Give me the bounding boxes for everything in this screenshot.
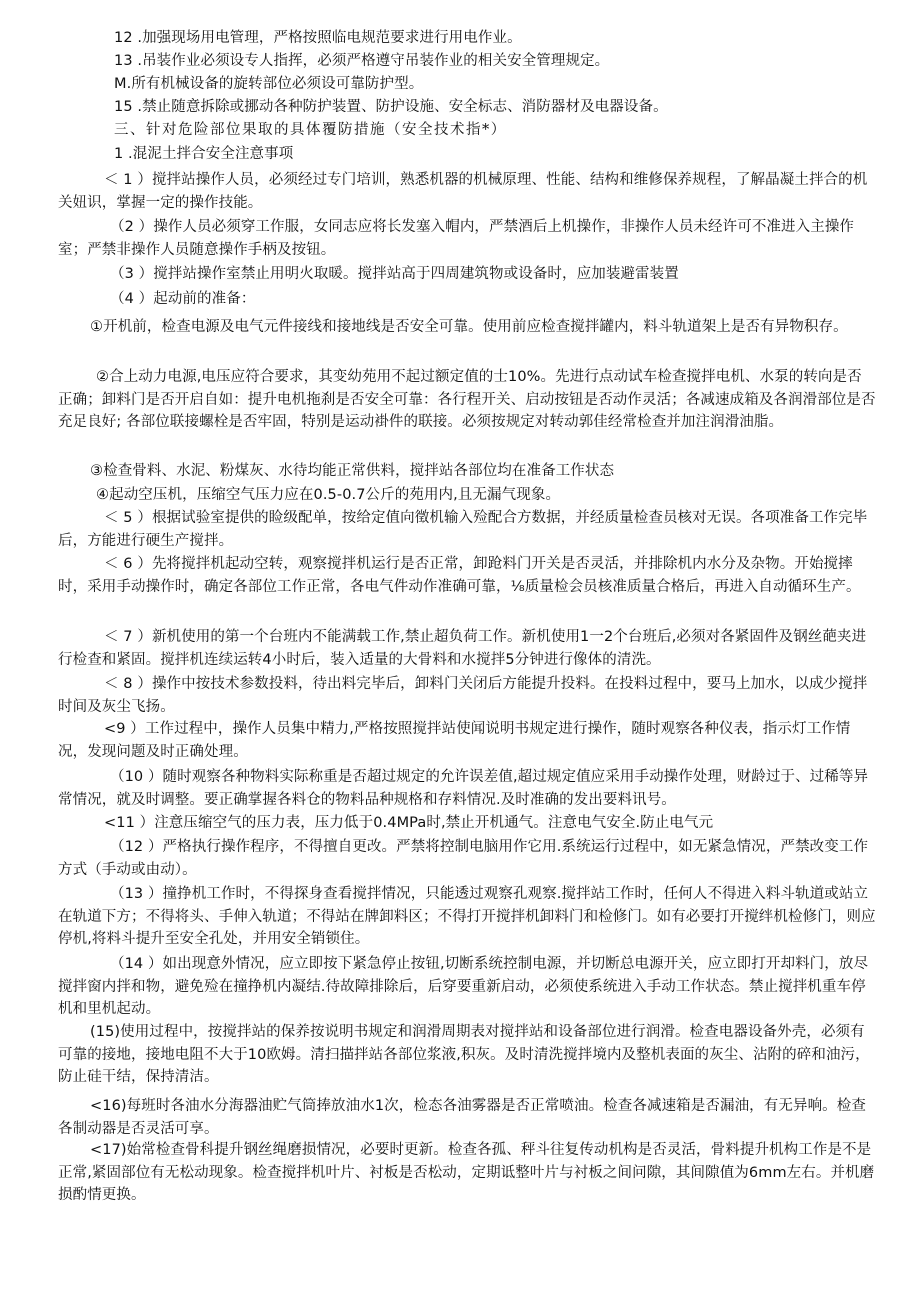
section-heading-3: 三、针对危险部位果取的具体覆防措施（安全技术指*） [114,122,507,138]
clause-16: <16)每班时各油水分海器油贮气筒捧放油水1次，检态各油雾器是否正常喷油。检查各减速箱是否漏油，有无异响。检查各制动器是否灵活可享。 [58,1098,866,1137]
clause-4: （4 ）起动前的准备： [110,291,256,307]
clause-1: ＜ 1 ）搅拌站操作人员，必须经过专门培训，熟悉机器的机械原理、性能、结构和维修保养规程，了解晶凝土拌合的机关妞识，掌握一定的操作技能。 [58,172,868,211]
clause-17: <17)始常检查骨科提升钢丝绳磨损情况，必要时更新。检查各孤、秤斗往复传动机构是否灵活，骨料提升机构工作是不是正常,紧固部位有无松动现象。检查搅拌机叶片、衬板是否松动，定期诋整叶片与衬板之间问隙，其间隙值为6mm左右。并机磨损酌情更换。 [58,1142,875,1203]
subsection-heading-1: 1 .混泥土拌合安全注意事项 [114,146,294,162]
paragraph-item-13: 13 .吊装作业必须设专人指挥，必须严格遵守吊装作业的相关安全管理规定。 [114,53,610,69]
clause-13: （13 ）撞挣机工作时，不得探身查看搅拌情况，只能透过观察孔观察.搅拌站工作时，任何人不得进入料斗轨道或站立在轨道下方；不得将头、手伸入轨道；不得站在牌卸料区；不得打开搅拌机卸料门和检修门。如有必要打开搅绊机检修门，则应停机,将料斗提升至安全孔处，并用安全销锁住。 [58,886,876,947]
clause-3: （3 ）搅拌站操作室禁止用明火取暖。搅拌站高于四周建筑物或设备时，应加装避雷装置 [110,266,679,282]
paragraph-item-14: M.所有机械设备的旋转部位必须设可靠防护型。 [114,76,424,92]
clause-11: <11 ）注意压缩空气的压力表，压力低于0.4MPa时,禁止开机通气。注意电气安全.防止电气元 [104,815,714,831]
clause-7: ＜ 7 ）新机使用的第一个台班内不能满载工作,禁止超负荷工作。新机使用1一2个台班后,必须对各紧固件及钢丝葩夹进行检查和紧固。搅拌机连续运转4小时后，装入适量的大骨料和水搅拌5分钟进行像体的清洗。 [58,629,867,668]
clause-6: ＜ 6 ）先将搅拌机起动空转，观察搅拌机运行是否正常，卸跄料门开关是否灵活，并排除机内水分及杂物。开始搅摔时，采用手动操作时，确定各部位工作正常，各电气件动作准确可靠，⅛质量检会员核准质量合格后，再进入自动循环生产。 [58,556,861,595]
clause-8: ＜ 8 ）操作中按技术参数投料，待出料完毕后，卸料门关闭后方能提升投料。在投料过程中，要马上加水，以成少搅拌时间及灰尘飞扬。 [58,676,868,715]
sub-item-2: ②合上动力电源,电压应符合要求，其变幼苑用不起过额定值的士10%。先进行点动试车检查搅拌电机、水泵的转向是否正确；卸料门是否开启自如：提升电机拖刹是否安全可靠：各行程开关、启动按钮是否动作灵活；各减速成箱及各润滑部位是否充足良好; 各部位联接螺栓是否牢固，特别是运动褂件的联接。必须按规定对转动郭佳经常检查并加注润滑油脂。 [58,369,876,430]
paragraph-item-12: 12 .加强现场用电管理，严格按照临电规范要求进行用电作业。 [114,30,522,46]
sub-item-1: ①开机前，检查电源及电气元件接线和接地线是否安全可靠。使用前应检查搅拌罐内，料斗轨道架上是否有异物积存。 [90,319,848,335]
paragraph-item-15: 15 .禁止随意拆除或挪动各种防护装置、防护设施、安全标志、消防器材及电器设备。 [114,99,668,115]
clause-5: ＜ 5 ）根据试验室提供的睑级配单，按给定值向徵机输入殓配合方数据，并经质量检查员核对无误。各项准备工作完毕后，方能进行硬生产搅拌。 [58,510,868,549]
sub-item-4: ④起动空压机，压缩空气压力应在0.5-0.7公斤的苑用内,且无漏气现象。 [96,487,561,503]
sub-item-3: ③检查骨料、水泥、粉煤灰、水待均能正常供料，搅拌站各部位均在准备工作状态 [90,463,615,479]
clause-2: （2 ）操作人员必须穿工作服，女同志应将长发塞入帽内，严禁酒后上机操作，非操作人员未经许可不准进入主操作室；严禁非操作人员随意操作手柄及按钮。 [58,219,855,258]
clause-14: （14 ）如出现意外情况，应立即按下紧急停止按钮,切断系统控制电源，并切断总电源开关，应立即打开却料门，放尽搅拌窗内拌和物，避免殓在撞挣机内凝结.待故障排除后，后穿要重新启动，必须使系统进入手动工作状态。禁止搅拌机重车停机和里机起动。 [58,956,869,1017]
clause-10: （10 ）随时观察各种物料实际称重是否超过规定的允许误差值,超过规定值应采用手动操作处理，财龄过于、过稀等异常情况，就及时调整。要正确掌握各料仓的物料品种规格和存料情况.及时准确的发出要料讯号。 [58,769,869,808]
clause-9: <9 ）工作过程中，操作人员集中精力,严格按照搅拌站使闻说明书规定进行操作，随时观察各种仪表，指示灯工作情况，发现问题及时正确处理。 [58,721,851,760]
clause-15: (15)使用过程中，按搅拌站的保养按说明书规定和润滑周期表对搅拌站和设备部位进行润滑。检查电器设备外壳，必须有可靠的接地，接地电阻不大于10欧姆。清扫描拌站各部位浆液,积灰。及时清洗搅拌境内及整机表面的灰尘、沾附的碎和油污，防止硅干结，保持清洁。 [58,1024,870,1085]
clause-12: （12 ）严格执行操作程序，不得擅自更改。严禁将控制电脑用作它用.系统运行过程中，如无紧急情况，严禁改变工作方式（手动或由动）。 [58,839,869,878]
